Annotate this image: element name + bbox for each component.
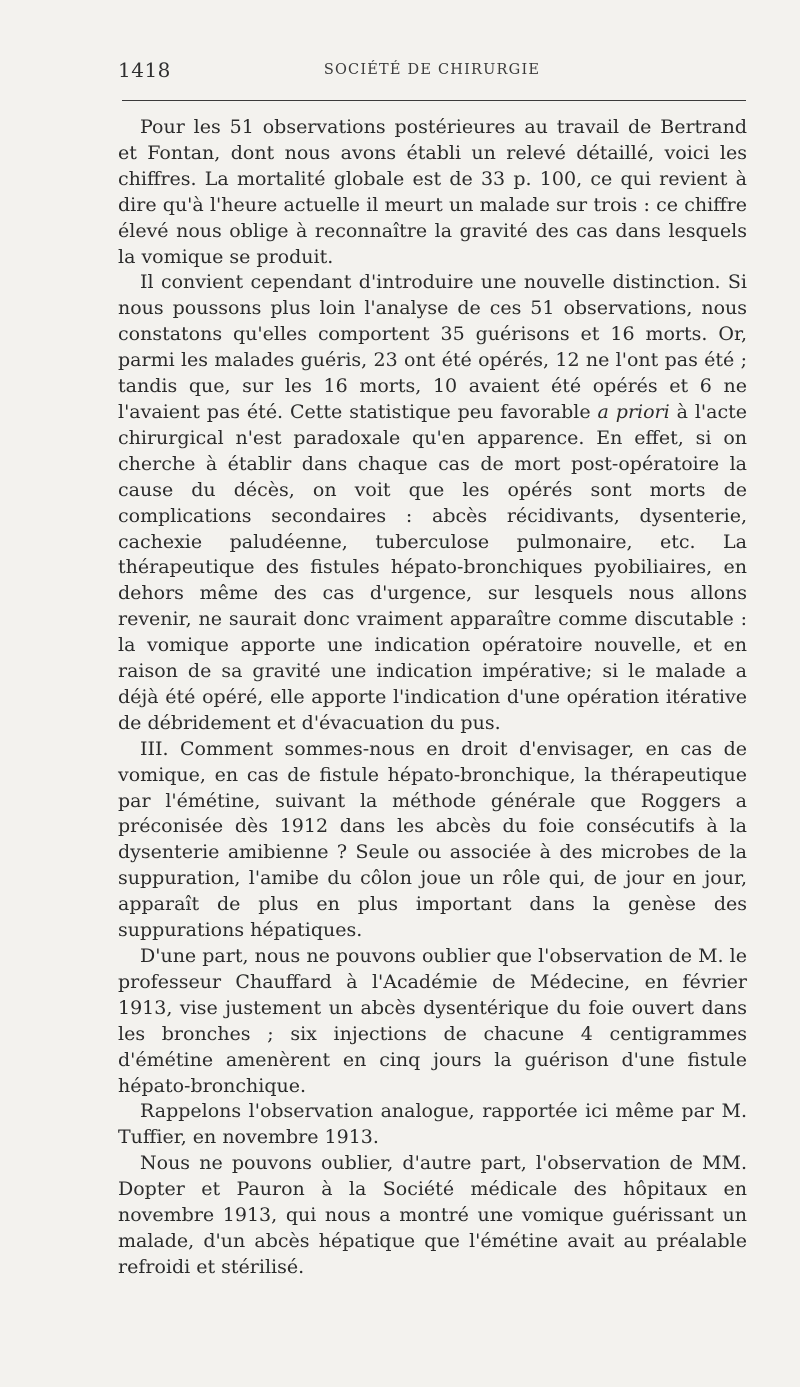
page-number: 1418 [118, 58, 171, 82]
paragraph-chauffard: D'une part, nous ne pouvons oublier que l'observation de M. le professeur Chauffard à l'Académie de Médecine, en février 1913, vise justement un abcès dysentérique du foie ouvert dans les bronches ; six injections de chacune 4 centigrammes d'émétine amenèrent en cinq jours la guérison d'une fistule hépato-bronchique. [118, 945, 747, 1097]
paragraph-mortality: Pour les 51 observations postérieures au travail de Bertrand et Fontan, dont nous avons établi un relevé détaillé, voici les chiffres. La mortalité globale est de 33 p. 100, ce qui revient à dire qu'à l'heure actuelle il meurt un malade sur trois : ce chiffre élevé nous oblige à reconnaître la gravité des cas dans lesquels la vomique se produit. [118, 116, 747, 268]
header-rule [122, 100, 746, 101]
running-title: SOCIÉTÉ DE CHIRURGIE [323, 62, 541, 78]
distinction-text-start: Il convient cependant d'introduire une nouvelle distinction. Si nous poussons plus loin l'analyse de ces 51 observations, nous constatons qu'elles comportent 35 guérisons et 16 morts. Or, parmi les malades guéris, 23 ont été opérés, 12 ne l'ont pas été ; tandis que, sur les 16 morts, 10 avaient été opérés et 6 ne l'avaient pas été. Cette statistique peu favorable [118, 271, 747, 423]
a-priori-italic: a priori [597, 400, 670, 423]
paragraph-distinction [118, 270, 747, 736]
page-header [118, 58, 746, 86]
paragraph-emetine-question: III. Comment sommes-nous en droit d'envisager, en cas de vomique, en cas de fistule hépato-bronchique, la thérapeutique par l'émétine, suivant la méthode générale que Roggers a préconisée dès 1912 dans les abcès du foie consécutifs à la dysenterie amibienne ? Seule ou associée à des microbes de la suppuration, l'amibe du côlon joue un rôle qui, de jour en jour, apparaît de plus en plus important dans la genèse des suppurations hépatiques. [118, 737, 747, 942]
distinction-text-end: à l'acte chirurgical n'est paradoxale qu'en apparence. En effet, si on cherche à établir dans chaque cas de mort post-opératoire la cause du décès, on voit que les opérés sont morts de complications secondaires : abcès récidivants, dysenterie, cachexie paludéenne, tuberculose pulmonaire, etc. La thérapeutique des fistules hépato-bronchiques pyobiliaires, en dehors même des cas d'urgence, sur lesquels nous allons revenir, ne saurait donc vraiment apparaître comme discutable : la vomique apporte une indication opératoire nouvelle, et en raison de sa gravité une indication impérative; si le malade a déjà été opéré, elle apporte l'indication d'une opération itérative de débridement et d'évacuation du pus. [118, 400, 748, 734]
paragraph-dopter-pauron: Nous ne pouvons oublier, d'autre part, l'observation de MM. Dopter et Pauron à la Société médicale des hôpitaux en novembre 1913, qui nous a montré une vomique guérissant un malade, d'un abcès hépatique que l'émétine avait au préalable refroidi et stérilisé. [118, 1152, 747, 1278]
paragraph-tuffier: Rappelons l'observation analogue, rapportée ici même par M. Tuffier, en novembre 1913. [118, 1100, 747, 1149]
body-text [118, 115, 747, 1281]
